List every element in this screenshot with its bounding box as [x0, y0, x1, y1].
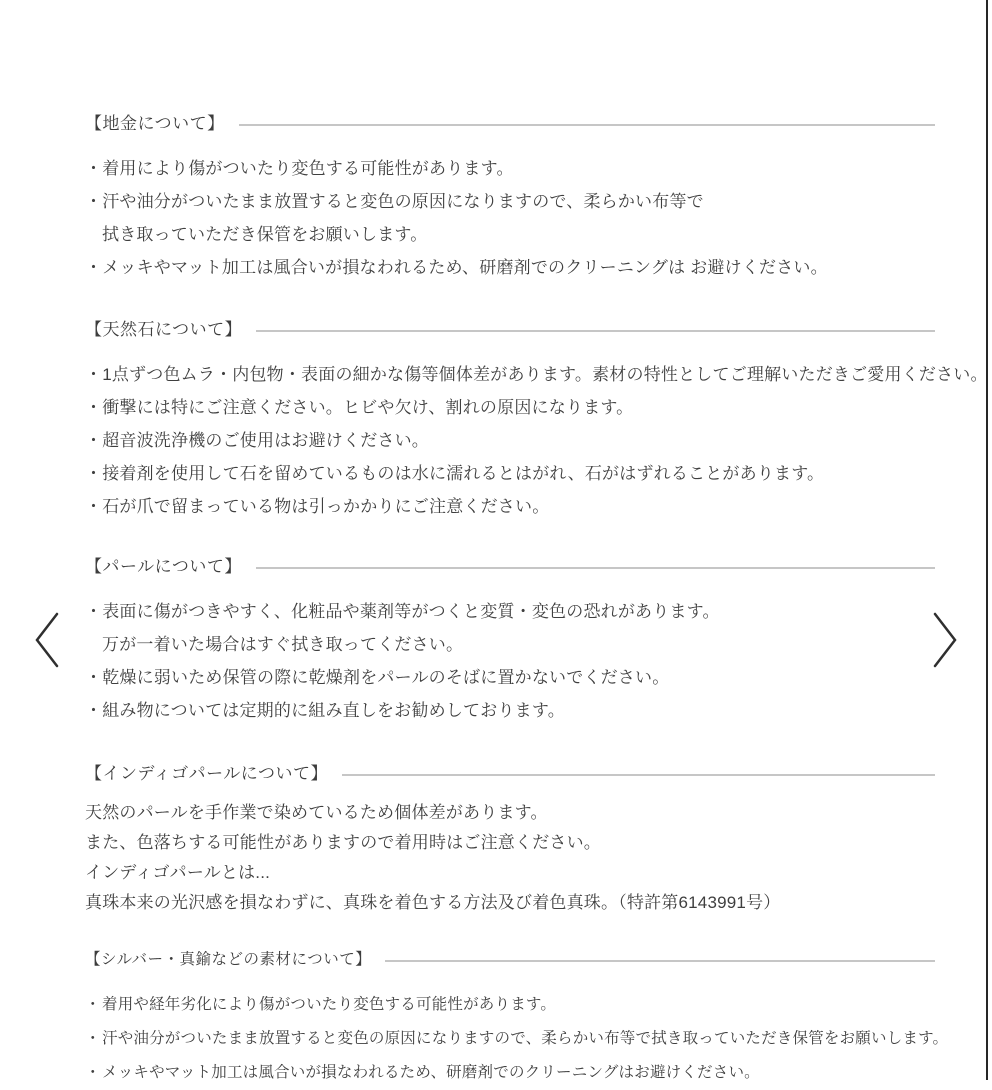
care-note-line [85, 988, 935, 1022]
care-note-text: 乾燥に弱いため保管の際に乾燥剤をパールのそばに置かないでください。 [102, 668, 670, 687]
section-header [85, 948, 935, 972]
section-lines [85, 595, 935, 727]
care-note-text: インディゴパールとは... [85, 863, 271, 882]
care-note-text: 天然のパールを手作業で染めているため個体差があります。 [85, 803, 548, 822]
section-header [85, 555, 935, 579]
care-notes [85, 112, 988, 1090]
care-note-line [85, 457, 935, 490]
bullet-dot: ・ [85, 668, 103, 687]
bullet-dot: ・ [85, 258, 103, 277]
section-heading: 【シルバー・真鍮などの素材について】 [85, 951, 372, 968]
image-right-border [986, 0, 988, 1080]
care-note-line [85, 391, 935, 424]
bullet-dot: ・ [85, 192, 103, 211]
care-note-line [85, 858, 935, 888]
section-lines [85, 152, 935, 284]
care-note-text: 超音波洗浄機のご使用はお避けください。 [102, 431, 430, 450]
bullet-dot: ・ [85, 464, 103, 483]
section-header [85, 112, 935, 136]
care-note-line [85, 251, 935, 284]
care-note-line [85, 628, 935, 661]
care-note-text: メッキやマット加工は風合いが損なわれるため、研磨剤でのクリーニングはお避けください。 [102, 1064, 760, 1081]
care-note-line [85, 185, 935, 218]
heading-rule [385, 960, 935, 962]
bullet-dot: ・ [85, 602, 103, 621]
care-section [85, 555, 935, 727]
care-note-text: 1点ずつ色ムラ・内包物・表面の細かな傷等個体差があります。素材の特性としてご理解いただきご愛用ください。 [102, 365, 988, 384]
bullet-dot: ・ [85, 365, 103, 384]
bullet-dot: ・ [85, 431, 103, 450]
bullet-dot: ・ [85, 1030, 101, 1047]
care-note-line [85, 694, 935, 727]
care-note-line [85, 218, 935, 251]
care-note-text: また、色落ちする可能性がありますので着用時はご注意ください。 [85, 833, 601, 852]
care-note-text: 汗や油分がついたまま放置すると変色の原因になりますので、柔らかい布等で拭き取っていただき保管をお願いします。 [102, 1030, 949, 1047]
care-note-line [85, 152, 935, 185]
care-note-line [85, 358, 988, 391]
bullet-dot: ・ [85, 497, 103, 516]
section-header [85, 762, 935, 786]
heading-rule [256, 330, 935, 332]
care-note-text: 着用や経年劣化により傷がついたり変色する可能性があります。 [102, 996, 557, 1013]
heading-rule [342, 774, 935, 776]
care-note-line [85, 661, 935, 694]
care-note-line [85, 1056, 935, 1090]
care-note-text: 組み物については定期的に組み直しをお勧めしております。 [102, 701, 565, 720]
care-note-line [85, 828, 935, 858]
section-lines [85, 798, 935, 918]
care-section [85, 762, 935, 918]
care-note-text: 接着剤を使用して石を留めているものは水に濡れるとはがれ、石がはずれることがあります。 [102, 464, 825, 483]
care-note-text: 衝撃には特にご注意ください。ヒビや欠け、割れの原因になります。 [102, 398, 634, 417]
care-note-text: 万が一着いた場合はすぐ拭き取ってください。 [102, 635, 464, 654]
care-note-text: 汗や油分がついたまま放置すると変色の原因になりますので、柔らかい布等で [102, 192, 704, 211]
section-header [85, 318, 935, 342]
care-note-text: 石が爪で留まっている物は引っかかりにご注意ください。 [102, 497, 550, 516]
care-section [85, 948, 949, 1090]
section-heading: 【パールについて】 [85, 557, 242, 576]
section-heading: 【天然石について】 [85, 320, 243, 339]
care-section [85, 112, 935, 284]
care-note-text: 真珠本来の光沢感を損なわずに、真珠を着色する方法及び着色真珠。（特許第6143991号） [85, 893, 781, 912]
heading-rule [256, 567, 935, 569]
care-note-line [85, 1022, 949, 1056]
care-note-line [85, 595, 935, 628]
section-lines [85, 988, 949, 1090]
care-section [85, 318, 988, 523]
care-note-line [85, 490, 935, 523]
section-heading: 【地金について】 [85, 114, 225, 133]
care-note-text: メッキやマット加工は風合いが損なわれるため、研磨剤でのクリーニングは お避けください。 [102, 258, 828, 277]
chevron-left-icon [30, 610, 64, 670]
care-note-line [85, 798, 935, 828]
section-heading: 【インディゴパールについて】 [85, 764, 328, 783]
care-note-text: 表面に傷がつきやすく、化粧品や薬剤等がつくと変質・変色の恐れがあります。 [102, 602, 720, 621]
bullet-dot: ・ [85, 159, 103, 178]
bullet-dot: ・ [85, 398, 103, 417]
care-note-line [85, 888, 935, 918]
carousel-prev-button[interactable] [30, 610, 64, 670]
bullet-dot: ・ [85, 701, 103, 720]
bullet-dot: ・ [85, 996, 101, 1013]
section-lines [85, 358, 988, 523]
care-note-text: 着用により傷がついたり変色する可能性があります。 [102, 159, 514, 178]
care-note-line [85, 424, 935, 457]
care-note-text: 拭き取っていただき保管をお願いします。 [102, 225, 428, 244]
bullet-dot: ・ [85, 1064, 101, 1081]
heading-rule [239, 124, 935, 126]
